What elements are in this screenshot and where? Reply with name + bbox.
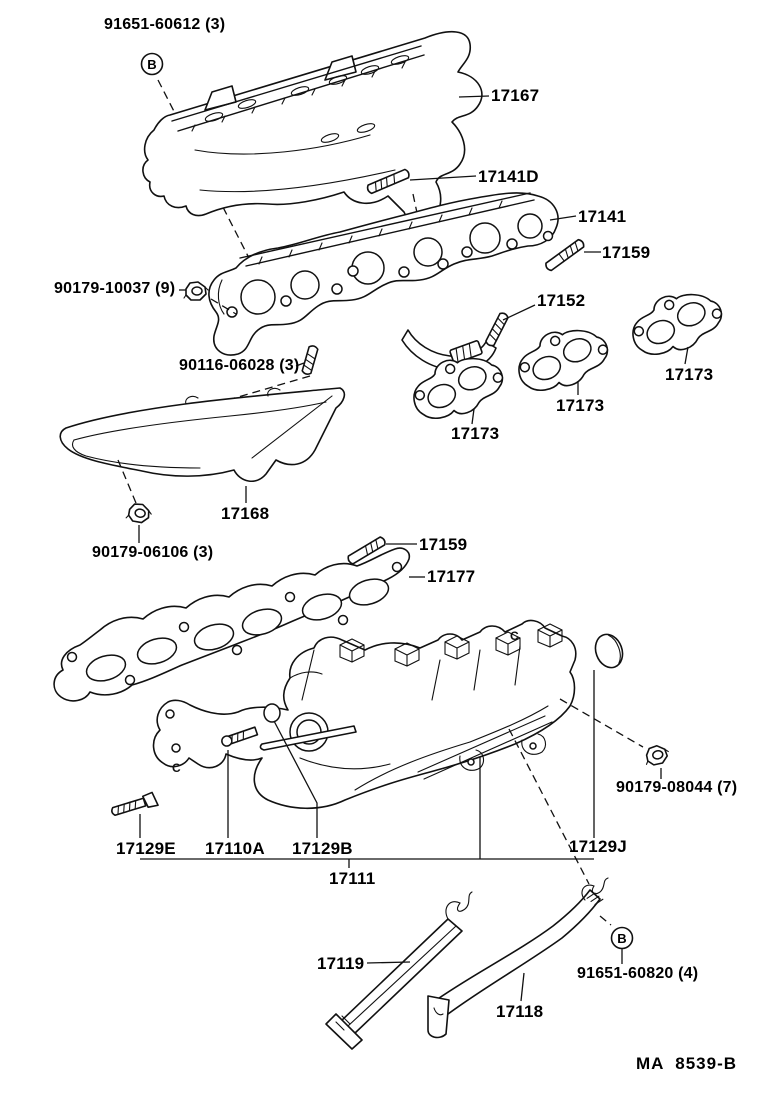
label-17152: 17152 <box>537 291 586 310</box>
label-17129e: 17129E <box>116 839 176 858</box>
bolt-91651-60820-symbol <box>600 916 633 964</box>
label-17173-right: 17173 <box>665 365 714 384</box>
cast-mark-right: C <box>510 629 519 643</box>
label-90116-06028: 90116-06028 (3) <box>179 357 300 374</box>
label-17141d: 17141D <box>478 167 539 186</box>
label-17111: 17111 <box>329 869 376 888</box>
cast-mark-left: C <box>172 761 181 775</box>
stud-17152-drawing <box>485 305 535 347</box>
heat-insulator-upper-17167-drawing <box>143 32 489 225</box>
stud-17159-upper-drawing <box>544 238 601 271</box>
exhaust-manifold-17141-drawing <box>209 193 576 370</box>
label-17168: 17168 <box>221 504 270 523</box>
label-17129b: 17129B <box>292 839 353 858</box>
bolt-17129e-drawing <box>110 792 158 819</box>
plug-cap-17129j-drawing <box>591 631 627 672</box>
label-17129j: 17129J <box>569 837 627 856</box>
label-90179-08044: 90179-08044 (7) <box>616 779 738 796</box>
plug-17129j-dashed-line <box>509 729 589 884</box>
bolt-91651-60612-symbol <box>142 54 163 75</box>
label-90179-06106: 90179-06106 (3) <box>92 544 214 561</box>
drawing-code: MA 8539-B <box>636 1054 738 1073</box>
bolt-bottom-b-glyph: B <box>617 931 627 946</box>
nut-90179-08044-drawing <box>560 699 670 779</box>
label-17141: 17141 <box>578 207 627 226</box>
label-17173-middle: 17173 <box>556 396 605 415</box>
label-17119: 17119 <box>317 954 365 973</box>
label-bolt-91651-60612: 91651-60612 (3) <box>104 16 226 33</box>
label-91651-60820: 91651-60820 (4) <box>577 965 699 982</box>
label-17159-lower: 17159 <box>419 535 468 554</box>
heat-insulator-lower-17168-drawing <box>60 388 344 503</box>
bolt-top-b-glyph: B <box>147 57 157 72</box>
label-17110a: 17110A <box>205 839 265 858</box>
label-17159-upper: 17159 <box>602 243 651 262</box>
label-17118: 17118 <box>496 1002 544 1021</box>
label-90179-10037: 90179-10037 (9) <box>54 280 176 297</box>
label-17173-left: 17173 <box>451 424 500 443</box>
label-17167: 17167 <box>491 86 540 105</box>
label-17177: 17177 <box>427 567 476 586</box>
